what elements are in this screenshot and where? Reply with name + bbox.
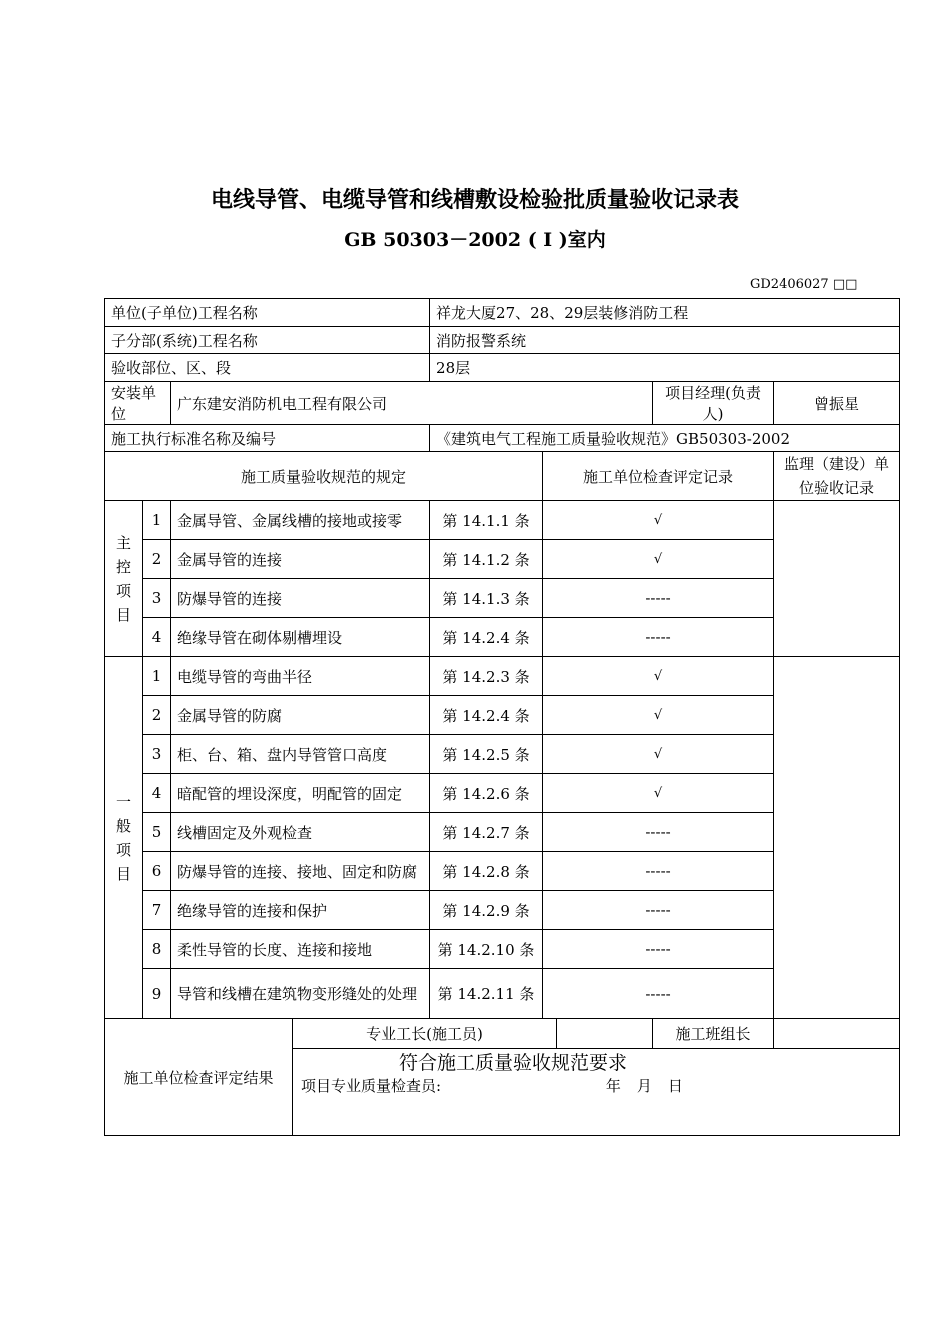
header-row xyxy=(105,452,900,501)
inspector-line xyxy=(299,1075,893,1097)
item-clause: 第 14.2.5 条 xyxy=(430,735,543,774)
info-row-sub xyxy=(105,327,900,354)
item-result: √ xyxy=(543,540,774,579)
item-result: √ xyxy=(543,696,774,735)
item-no: 7 xyxy=(143,891,171,930)
item-clause: 第 14.2.4 条 xyxy=(430,618,543,657)
item-clause: 第 14.2.9 条 xyxy=(430,891,543,930)
item-no: 3 xyxy=(143,735,171,774)
part-label: 验收部位、区、段 xyxy=(105,354,430,382)
item-no: 2 xyxy=(143,696,171,735)
info-row-install xyxy=(105,382,900,425)
item-no: 1 xyxy=(143,501,171,540)
item-name: 绝缘导管在砌体剔槽埋设 xyxy=(171,618,430,657)
footer-signature-row xyxy=(105,1019,900,1049)
item-no: 4 xyxy=(143,774,171,813)
conclusion-cell xyxy=(293,1049,900,1136)
item-result: ----- xyxy=(543,852,774,891)
date-fields: 年 月 日 xyxy=(605,1077,683,1095)
foreman-label: 专业工长(施工员) xyxy=(293,1019,557,1049)
info-row-part xyxy=(105,354,900,382)
item-no: 5 xyxy=(143,813,171,852)
sub-value: 消防报警系统 xyxy=(430,327,900,354)
standard-value: 《建筑电气工程施工质量验收规范》GB50303-2002 xyxy=(430,425,900,452)
item-result: ----- xyxy=(543,813,774,852)
item-no: 4 xyxy=(143,618,171,657)
item-clause: 第 14.2.3 条 xyxy=(430,657,543,696)
main-supervision-cell xyxy=(774,501,900,657)
item-clause: 第 14.1.2 条 xyxy=(430,540,543,579)
document-title: 电线导管、电缆导管和线槽敷设检验批质量验收记录表 xyxy=(210,188,739,213)
result-label: 施工单位检查评定结果 xyxy=(105,1019,293,1136)
item-clause: 第 14.2.8 条 xyxy=(430,852,543,891)
item-no: 8 xyxy=(143,930,171,969)
item-name: 绝缘导管的连接和保护 xyxy=(171,891,430,930)
install-value: 广东建安消防机电工程有限公司 xyxy=(171,382,653,425)
item-name: 柔性导管的长度、连接和接地 xyxy=(171,930,430,969)
item-result: √ xyxy=(543,774,774,813)
general-supervision-cell xyxy=(774,657,900,1019)
inspection-record-table xyxy=(104,298,900,1136)
unit-label: 单位(子单位)工程名称 xyxy=(105,299,430,327)
inspector-label: 项目专业质量检查员: xyxy=(301,1077,442,1095)
item-no: 3 xyxy=(143,579,171,618)
item-result: ----- xyxy=(543,579,774,618)
table-row xyxy=(105,501,900,540)
install-label: 安装单位 xyxy=(105,382,171,425)
info-row-unit xyxy=(105,299,900,327)
team-leader-label: 施工班组长 xyxy=(653,1019,774,1049)
item-name: 防爆导管的连接 xyxy=(171,579,430,618)
item-no: 9 xyxy=(143,969,171,1019)
item-name: 暗配管的埋设深度，明配管的固定 xyxy=(171,774,430,813)
item-name: 线槽固定及外观检查 xyxy=(171,813,430,852)
item-result: ----- xyxy=(543,969,774,1019)
item-clause: 第 14.2.7 条 xyxy=(430,813,543,852)
general-group-label: 一 般 项 目 xyxy=(105,657,143,1019)
item-clause: 第 14.1.3 条 xyxy=(430,579,543,618)
conclusion-text: 符合施工质量验收规范要求 xyxy=(399,1052,628,1074)
table-row xyxy=(105,657,900,696)
item-no: 6 xyxy=(143,852,171,891)
item-no: 2 xyxy=(143,540,171,579)
document-subtitle: GB 50303－2002 ( I )室内 xyxy=(344,229,606,251)
item-result: ----- xyxy=(543,930,774,969)
item-result: ----- xyxy=(543,618,774,657)
item-clause: 第 14.2.6 条 xyxy=(430,774,543,813)
item-clause: 第 14.2.10 条 xyxy=(430,930,543,969)
item-result: √ xyxy=(543,735,774,774)
item-name: 电缆导管的弯曲半径 xyxy=(171,657,430,696)
form-code: GD2406027 □□ xyxy=(750,277,858,292)
sub-label: 子分部(系统)工程名称 xyxy=(105,327,430,354)
item-name: 柜、台、箱、盘内导管管口高度 xyxy=(171,735,430,774)
item-name: 金属导管的防腐 xyxy=(171,696,430,735)
item-name: 导管和线槽在建筑物变形缝处的处理 xyxy=(171,969,430,1019)
manager-label: 项目经理(负责人) xyxy=(653,382,774,425)
item-result: √ xyxy=(543,657,774,696)
team-leader-value xyxy=(774,1019,900,1049)
supervision-header: 监理（建设）单位验收记录 xyxy=(774,452,900,501)
item-clause: 第 14.2.11 条 xyxy=(430,969,543,1019)
item-name: 防爆导管的连接、接地、固定和防腐 xyxy=(171,852,430,891)
info-row-standard xyxy=(105,425,900,452)
standard-label: 施工执行标准名称及编号 xyxy=(105,425,430,452)
unit-value: 祥龙大厦27、28、29层装修消防工程 xyxy=(430,299,900,327)
item-clause: 第 14.2.4 条 xyxy=(430,696,543,735)
item-name: 金属导管、金属线槽的接地或接零 xyxy=(171,501,430,540)
item-no: 1 xyxy=(143,657,171,696)
item-result: √ xyxy=(543,501,774,540)
item-clause: 第 14.1.1 条 xyxy=(430,501,543,540)
main-control-group-label: 主 控 项 目 xyxy=(105,501,143,657)
spec-header: 施工质量验收规范的规定 xyxy=(105,452,543,501)
record-header: 施工单位检查评定记录 xyxy=(543,452,774,501)
manager-value: 曾振星 xyxy=(774,382,900,425)
part-value: 28层 xyxy=(430,354,900,382)
foreman-value xyxy=(557,1019,653,1049)
item-result: ----- xyxy=(543,891,774,930)
item-name: 金属导管的连接 xyxy=(171,540,430,579)
